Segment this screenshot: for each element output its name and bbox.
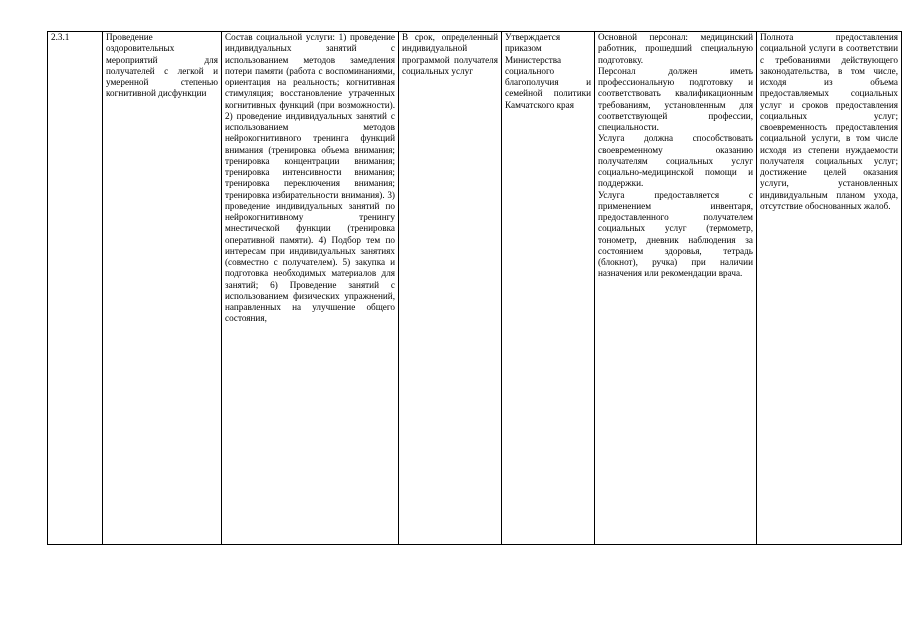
service-name: Проведение оздоровительных мероприятий для получателей с легкой и умеренной степенью когнитивной дисфункции [106, 32, 218, 99]
row-number: 2.3.1 [51, 32, 70, 42]
service-term-cell [399, 32, 502, 545]
service-content-cell [222, 32, 399, 545]
staff-conditions-cell [595, 32, 757, 545]
service-tariff: Утверждается приказом Министерства социального благополучия и семейной политики Камчатского края [505, 32, 591, 110]
table-row [48, 32, 902, 545]
row-number-cell [48, 32, 103, 545]
service-standards-table [47, 31, 902, 545]
service-term: В срок, определенный индивидуальной программой получателя социальных услуг [402, 32, 498, 76]
service-content: Состав социальной услуги: 1) проведение индивидуальных занятий с использованием методов замедления потери памяти (работа с воспоминаниями, ориентация на реальность; когнитивная стимуляция; восстановление утраченных когнитивных функций (при возможности). 2) проведение индивидуальных занятий с использованием методов нейрокогнитивного тренинга функций внимания (тренировка объема внимания; тренировка концентрации внимания; тренировка интенсивности внимания; тренировка переключения внимания; тренировка избирательности внимания). 3) проведение индивидуальных занятий по нейрокогнитивному тренингу мнестической функции (тренировка оперативной памяти). 4) Подбор тем по интересам при индивидуальных занятиях (совместно с получателем). 5) закупка и подготовка необходимых материалов для занятий; 6) Проведение занятий с использованием физических упражнений, направленных на улучшение общего состояния, [225, 32, 395, 324]
quality-indicators-cell [757, 32, 902, 545]
staff-conditions: Основной персонал: медицинский работник, прошедший специальную подготовку. Персонал должен иметь профессиональную подготовку и соответствовать квалификационным требованиям, установленным для соответствующей профессии, специальности. Услуга должна способствовать своевременному оказанию получателям социальных услуг социально-медицинской помощи и поддержки. Услуга предоставляется с применением инвентаря, предоставленного получателем социальных услуг (термометр, тонометр, дневник наблюдения за состоянием здоровья, тетрадь (блокнот), ручка) при наличии назначения или рекомендации врача. [598, 32, 753, 279]
quality-indicators: Полнота предоставления социальной услуги в соответствии с требованиями действующего законодательства, в том числе, исходя из объема предоставляемых социальных услуг и сроков предоставления социальных услуг; своевременность предоставления социальной услуги, в том числе исходя из степени нуждаемости получателя социальных услуг; достижение целей оказания услуги, установленных индивидуальным планом ухода, отсутствие обоснованных жалоб. [760, 32, 898, 211]
service-tariff-cell [502, 32, 595, 545]
service-name-cell [103, 32, 222, 545]
